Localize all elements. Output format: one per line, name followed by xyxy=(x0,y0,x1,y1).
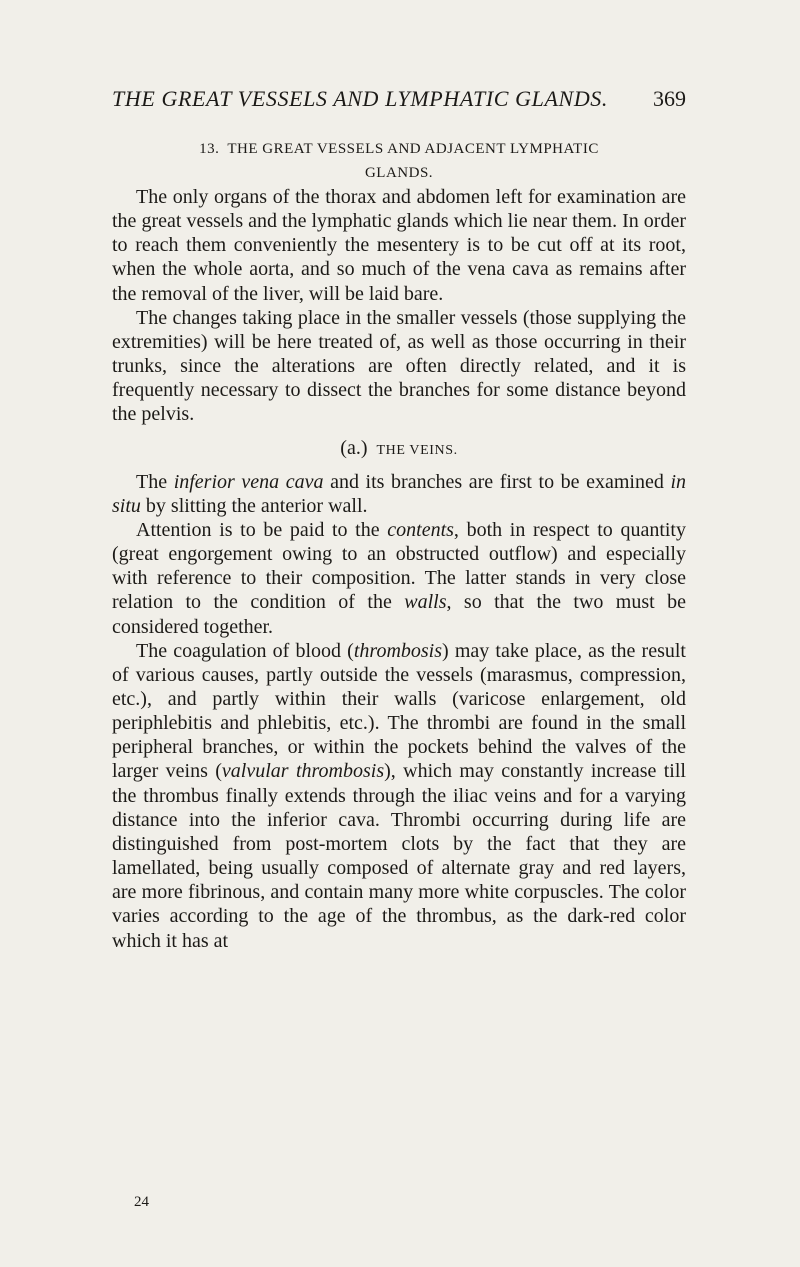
section-title-line-2: GLANDS. xyxy=(364,165,434,181)
text-run: The coagulation of blood ( xyxy=(136,639,354,662)
italic-term: thrombosis xyxy=(353,639,443,662)
text-run: by slitting the anterior wall. xyxy=(140,494,368,517)
text-run: ), which may constantly increase till the thrombus finally extends through the iliac veins and for a varying distance into the inferior cava. Thrombi occurring during life are distinguished from post-mortem clots by the fact that they are lamellated, being usually composed of alternate gray and red layers, are more fibrinous, and contain many more white corpuscles. The color varies according to the age of the thrombus, as the dark-red color which it has at xyxy=(112,760,686,952)
text-run: Attention is to be paid to the xyxy=(136,518,388,541)
paragraph-organs: The only organs of the thorax and abdomen left for examination are the great vessels and the lymphatic glands which lie near them. In order to reach them conveniently the mesentery is to be cut off at its root, when the whole aorta, and so much of the vena cava as remains after the removal of the liver, will be laid bare. xyxy=(112,186,686,305)
text-run: , so that the two must be considered together. xyxy=(112,591,687,638)
page-number: 369 xyxy=(653,86,686,111)
text-run: The xyxy=(136,470,174,493)
italic-term: walls xyxy=(404,591,447,614)
running-head xyxy=(112,84,686,114)
subsection-title: THE VEINS. xyxy=(376,442,458,458)
italic-term: valvular thrombosis xyxy=(221,760,385,783)
section-title-line-1: THE GREAT VESSELS AND ADJACENT LYMPHATIC xyxy=(227,141,599,157)
section-title xyxy=(112,137,686,185)
section-number: 13. xyxy=(199,141,220,157)
paragraph-contents xyxy=(112,518,686,639)
italic-term: contents xyxy=(387,518,454,541)
text-run: and its branches are first to be examined xyxy=(323,470,671,493)
paragraph-smaller-vessels: The changes taking place in the smaller vessels (those supplying the extremities) will be here treated of, as well as those occurring in their trunks, since the alterations are often directly related, and it is frequently necessary to dissect the branches for some distance beyond the pelvis. xyxy=(112,306,686,426)
paragraph-inferior-vena-cava xyxy=(112,470,686,518)
text-run: ) may take place, as the result of various causes, partly outside the vessels (marasmus, compression, etc.), and partly within their walls (varicose enlargement, old periphlebitis and phlebitis, etc.). The thrombi are found in the small peripheral branches, or within the pockets behind the valves of the larger veins ( xyxy=(112,639,686,783)
signature-mark: 24 xyxy=(134,1194,149,1210)
italic-term: in situ xyxy=(112,470,687,517)
subsection-heading xyxy=(112,435,686,464)
text-run: , both in respect to quantity (great engorgement owing to an obstructed outflow) and especially with reference to their composition. The latter stands in very close relation to the condition of the xyxy=(112,518,686,614)
subsection-letter: (a.) xyxy=(340,436,368,459)
page-body xyxy=(112,137,686,953)
running-title: THE GREAT VESSELS AND LYMPHATIC GLANDS. xyxy=(112,86,609,111)
paragraph-thrombosis xyxy=(112,639,686,953)
italic-term: inferior vena cava xyxy=(173,470,324,493)
